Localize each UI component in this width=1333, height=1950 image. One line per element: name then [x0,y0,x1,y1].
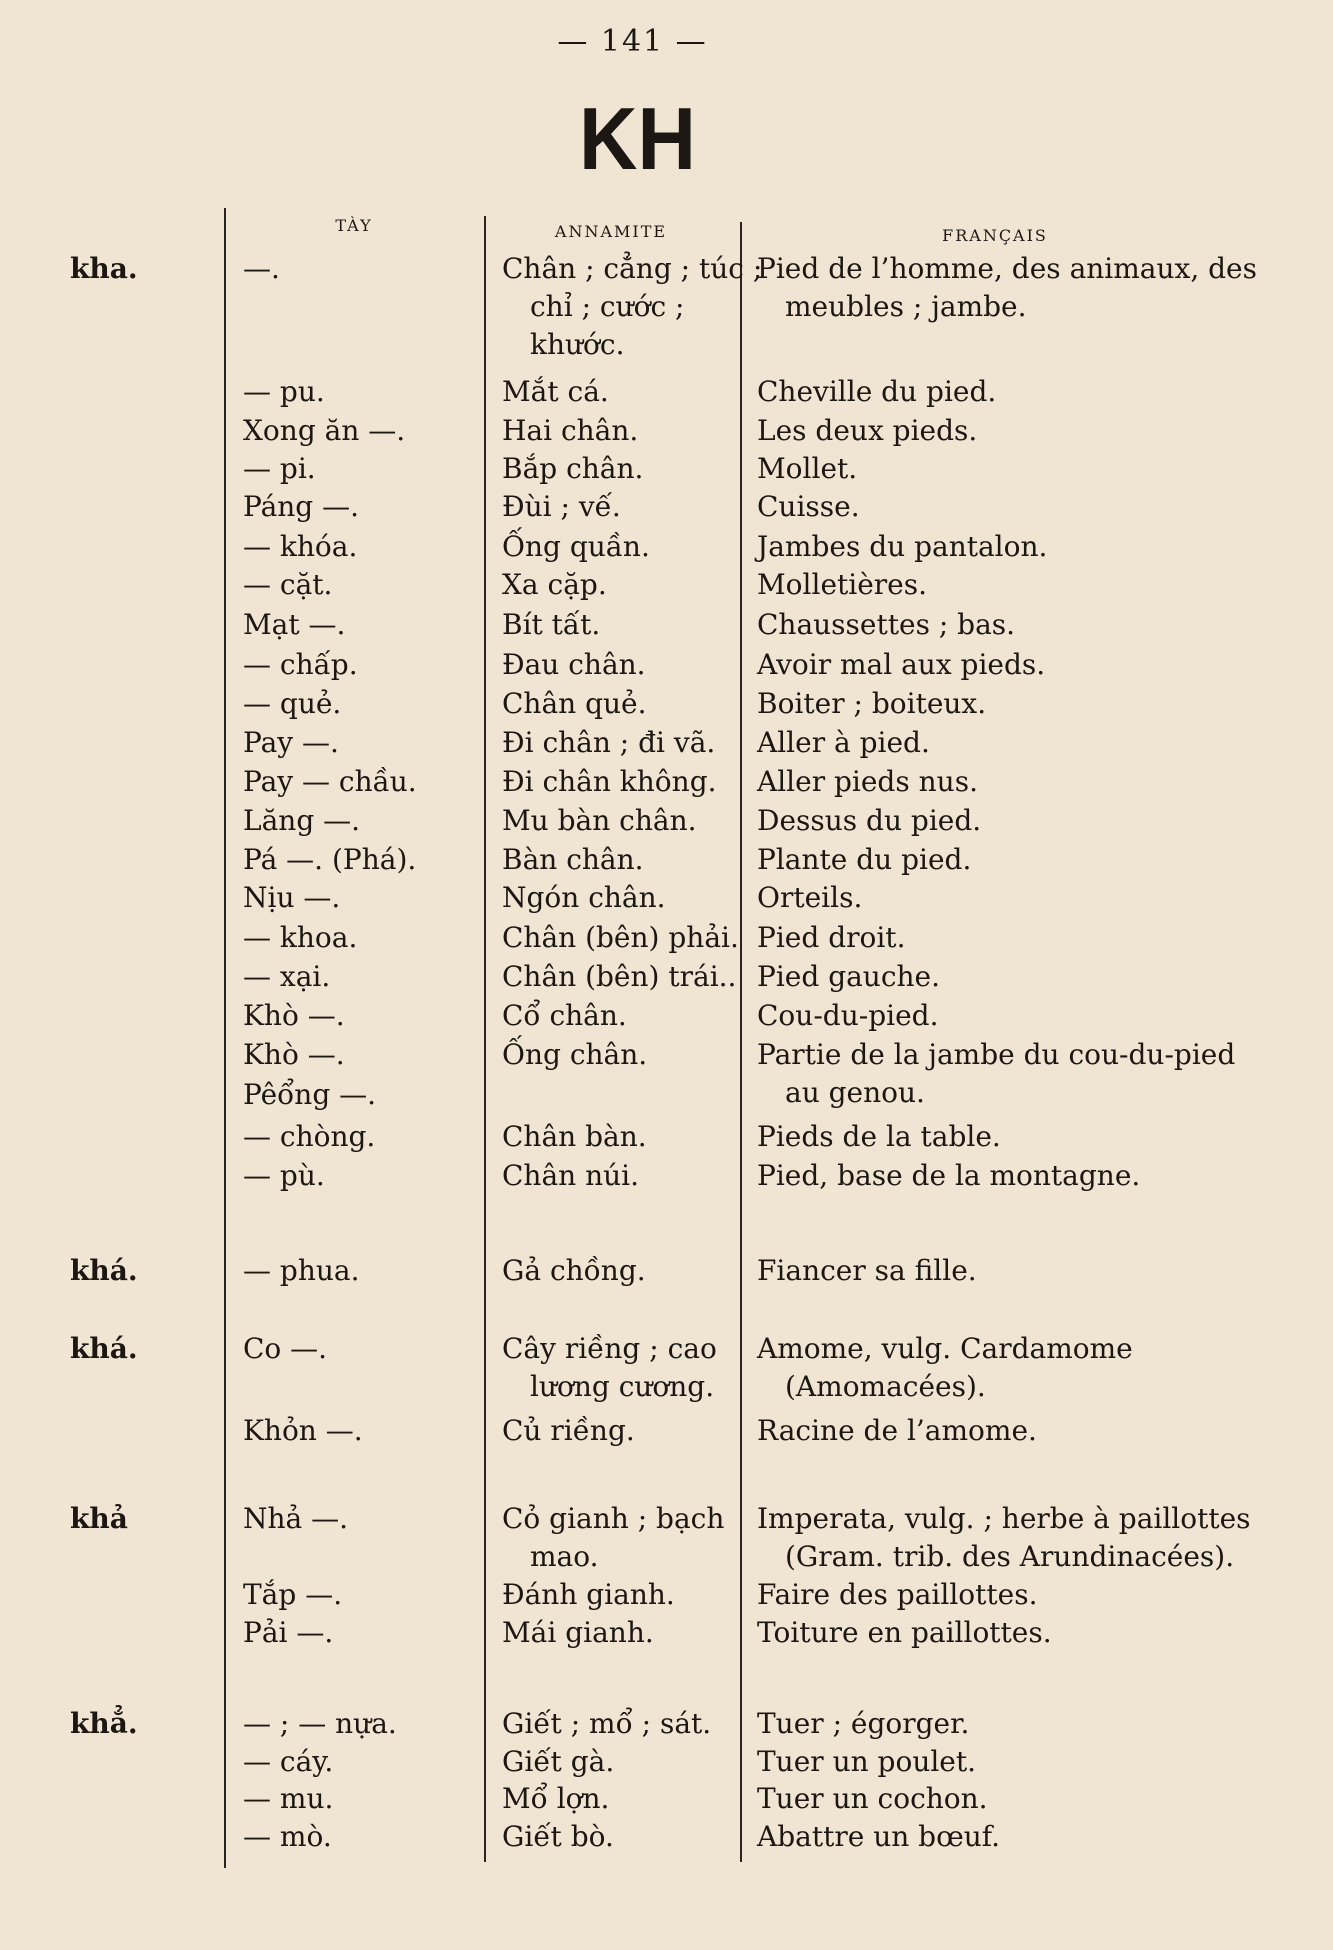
annamite-term: Giết gà. [502,1745,615,1778]
annamite-term: Chân ; cẳng ; túc ; chỉ ; cước ; khước. [502,252,763,361]
tay-term: Khò —. [243,1038,345,1071]
tay-term: — khoa. [243,921,358,954]
tay-term: Co —. [243,1332,328,1365]
annamite-term: Chân núi. [502,1159,640,1192]
french-term: Tuer un cochon. [757,1782,988,1815]
tay-term: Pay — chầu. [243,765,417,798]
tay-term: — chòng. [243,1120,376,1153]
tay-term: Xong ăn —. [243,414,406,447]
annamite-term: Cỏ gianh ; bạch mao. [502,1502,725,1573]
annamite-term: Hai chân. [502,414,639,447]
tay-term: Nhả —. [243,1502,349,1535]
annamite-term: Chân bàn. [502,1120,647,1153]
tay-term: Pá —. (Phá). [243,843,417,876]
french-term: Plante du pied. [757,843,972,876]
annamite-term: Gả chồng. [502,1254,646,1287]
french-term: Aller à pied. [757,726,930,759]
french-term: Boiter ; boiteux. [757,687,987,720]
tay-term: — mu. [243,1782,334,1815]
annamite-term: Bắp chân. [502,452,644,485]
annamite-term: Bàn chân. [502,843,644,876]
annamite-term: Giết bò. [502,1820,614,1853]
french-term: Dessus du pied. [757,804,982,837]
tay-term: — pu. [243,375,325,408]
tay-term: — mò. [243,1820,332,1853]
french-term: Amome, vulg. Cardamome (Amomacées). [757,1332,1133,1403]
tay-term: — cáy. [243,1745,334,1778]
annamite-term: Chân (bên) trái.. [502,960,737,993]
french-term: Fiancer sa fille. [757,1254,977,1287]
french-term: Faire des paillottes. [757,1578,1038,1611]
french-term: Les deux pieds. [757,414,978,447]
section-title: KH [579,89,696,188]
annamite-term: Ngón chân. [502,881,666,914]
tay-term: Pải —. [243,1616,334,1649]
french-term: Aller pieds nus. [757,765,978,798]
annamite-term: Cổ chân. [502,999,627,1032]
french-term: Pieds de la table. [757,1120,1001,1153]
french-term: Cuisse. [757,490,860,523]
french-term: Cheville du pied. [757,375,997,408]
french-term: Pied gauche. [757,960,941,993]
tay-term: Tắp —. [243,1578,343,1611]
headword: khá. [70,1332,138,1365]
tay-term: Páng —. [243,490,360,523]
tay-term: — khóa. [243,530,358,563]
tay-term: Lăng —. [243,804,361,837]
annamite-term: Mái gianh. [502,1616,654,1649]
french-term: Partie de la jambe du cou-du-pied au genou. [757,1038,1236,1109]
tay-term: — xại. [243,960,331,993]
annamite-term: Mu bàn chân. [502,804,697,837]
tay-term: —. [243,252,280,285]
annamite-term: Đi chân ; đi vã. [502,726,716,759]
tay-term: Pay —. [243,726,339,759]
tay-term: Khỏn —. [243,1414,363,1447]
french-term: Racine de l’amome. [757,1414,1037,1447]
annamite-term: Đi chân không. [502,765,717,798]
annamite-term: Đánh gianh. [502,1578,675,1611]
column-header-annamite: ANNAMITE [554,222,668,241]
tay-term: Mạt —. [243,608,346,641]
french-term: Mollet. [757,452,858,485]
tay-term: Pêổng —. [243,1078,377,1111]
headword: khả [70,1502,128,1535]
french-term: Avoir mal aux pieds. [757,648,1046,681]
annamite-term: Mổ lợn. [502,1782,610,1815]
annamite-term: Đùi ; vế. [502,490,621,523]
tay-term: — phua. [243,1254,360,1287]
annamite-term: Cây riềng ; cao lương cương. [502,1332,717,1403]
tay-term: — chấp. [243,648,358,681]
headword: khẳ. [70,1707,138,1740]
french-term: Orteils. [757,881,863,914]
french-term: Abattre un bœuf. [757,1820,1001,1853]
tay-term: — pi. [243,452,316,485]
tay-term: — ; — nựa. [243,1707,397,1740]
column-header-tay: TÀY [335,216,373,235]
french-term: Chaussettes ; bas. [757,608,1016,641]
headword: kha. [70,252,138,285]
french-term: Molletières. [757,568,928,601]
page-number: — 141 — [557,24,708,59]
annamite-term: Chân quẻ. [502,687,647,720]
annamite-term: Củ riềng. [502,1414,635,1447]
annamite-term: Ống chân. [502,1038,648,1071]
annamite-term: Bít tất. [502,608,601,641]
tay-term: Khò —. [243,999,345,1032]
annamite-term: Giết ; mổ ; sát. [502,1707,712,1740]
tay-term: — quẻ. [243,687,342,720]
annamite-term: Đau chân. [502,648,646,681]
french-term: Cou-du-pied. [757,999,939,1032]
french-term: Pied de l’homme, des animaux, des meubles ; jambe. [757,252,1257,323]
french-term: Pied droit. [757,921,906,954]
french-term: Imperata, vulg. ; herbe à paillottes (Gram. trib. des Arundinacées). [757,1502,1251,1573]
annamite-term: Chân (bên) phải. [502,921,739,954]
headword: khá. [70,1254,138,1287]
column-rule-middle [484,216,486,1862]
column-rule-left [224,208,226,1868]
annamite-term: Mắt cá. [502,375,609,408]
french-term: Tuer un poulet. [757,1745,977,1778]
tay-term: Nịu —. [243,881,341,914]
column-header-francais: FRANÇAIS [942,226,1048,245]
french-term: Tuer ; égorger. [757,1707,970,1740]
annamite-term: Ống quần. [502,530,650,563]
tay-term: — pù. [243,1159,325,1192]
tay-term: — cặt. [243,568,333,601]
french-term: Jambes du pantalon. [757,530,1048,563]
annamite-term: Xa cặp. [502,568,607,601]
french-term: Toiture en paillottes. [757,1616,1052,1649]
french-term: Pied, base de la montagne. [757,1159,1141,1192]
